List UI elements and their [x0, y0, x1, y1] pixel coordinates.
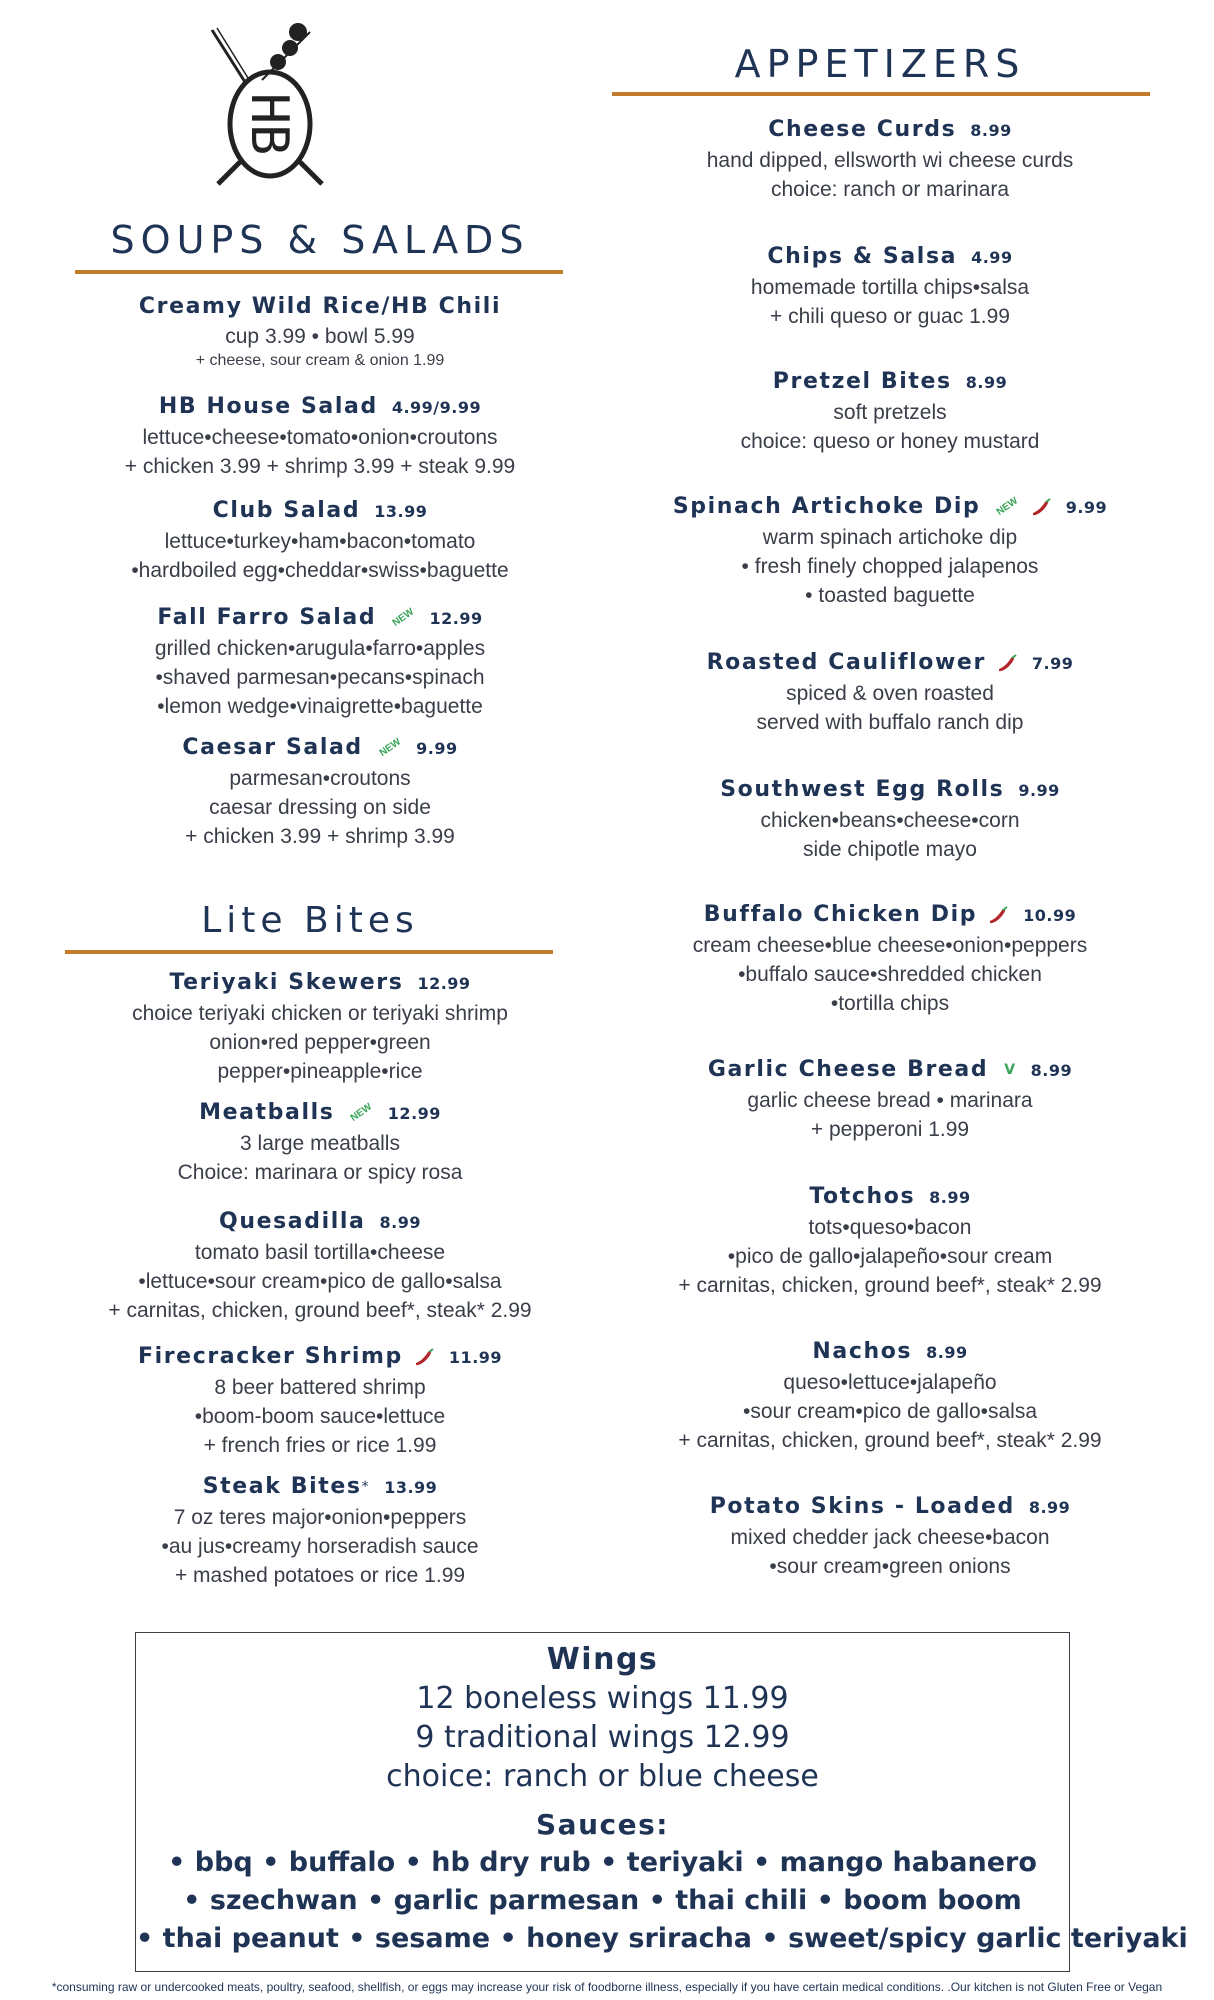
item-description: choice: queso or honey mustard	[740, 430, 1040, 453]
item-description: •sour cream•pico de gallo•salsa	[742, 1400, 1038, 1423]
menu-item-caesar-salad	[40, 733, 600, 851]
new-badge: NEW	[390, 606, 417, 629]
item-name: Cheese Curds	[768, 117, 957, 142]
item-name-row	[40, 968, 600, 999]
item-name: Meatballs	[199, 1100, 335, 1125]
item-name: Firecracker Shrimp	[137, 1344, 403, 1369]
item-name: Totchos	[809, 1184, 916, 1209]
wings-box	[135, 1632, 1188, 1972]
item-name: Fall Farro Salad	[157, 605, 377, 630]
item-name: Southwest Egg Rolls	[720, 777, 1005, 802]
menu-item-meatballs	[40, 1098, 600, 1187]
item-name-row	[610, 775, 1170, 806]
item-description: side chipotle mayo	[803, 838, 977, 861]
item-description: garlic cheese bread • marinara	[747, 1089, 1033, 1112]
item-name: Caesar Salad	[182, 735, 363, 760]
svg-text:HB: HB	[239, 92, 299, 156]
item-description: •pico de gallo•jalapeño•sour cream	[727, 1245, 1053, 1268]
item-name-row	[610, 367, 1170, 398]
menu-item-buffalo-chicken-dip	[610, 900, 1170, 1018]
sauce-line-3: • thai peanut • sesame • honey sriracha • sweet/spicy garlic teriyaki	[136, 1923, 1188, 1954]
menu-item-southwest-egg-rolls	[610, 775, 1170, 864]
item-name-row	[40, 292, 600, 322]
item-price: 7.99	[1031, 654, 1074, 673]
menu-item-nachos	[610, 1337, 1170, 1455]
item-name-row	[610, 115, 1170, 146]
item-name-row	[40, 1472, 600, 1503]
item-description: choice: ranch or marinara	[770, 178, 1010, 201]
item-name-row	[40, 1207, 600, 1238]
sauce-line-2: • szechwan • garlic parmesan • thai chili • boom boom	[183, 1885, 1022, 1916]
item-name: Roasted Cauliflower	[706, 650, 986, 675]
chili-pepper-icon	[1030, 497, 1052, 517]
item-name-row	[40, 1342, 600, 1373]
item-name: Creamy Wild Rice/HB Chili	[138, 294, 502, 319]
item-description: •buffalo sauce•shredded chicken	[738, 963, 1042, 986]
item-description: homemade tortilla chips•salsa	[750, 276, 1030, 299]
item-price: 8.99	[926, 1343, 968, 1362]
item-description: cream cheese•blue cheese•onion•peppers	[692, 934, 1088, 957]
appetizers-title: APPETIZERS	[734, 42, 1026, 86]
item-name-row	[610, 1182, 1170, 1213]
vegetarian-badge: V	[1004, 1062, 1017, 1078]
menu-item-potato-skins-loaded	[610, 1492, 1170, 1581]
soups-salads-title: SOUPS & SALADS	[110, 218, 530, 262]
item-description: onion•red pepper•green	[209, 1031, 431, 1054]
new-badge: NEW	[349, 1101, 375, 1124]
item-description: soft pretzels	[833, 401, 947, 424]
item-name-row	[40, 603, 600, 634]
item-description: pepper•pineapple•rice	[217, 1060, 423, 1083]
hb-logo	[200, 22, 340, 187]
item-name: Garlic Cheese Bread	[707, 1057, 989, 1082]
item-name: Teriyaki Skewers	[169, 970, 404, 995]
item-price: 12.99	[387, 1104, 441, 1123]
item-price: 13.99	[374, 502, 428, 521]
item-price: 12.99	[429, 609, 483, 628]
item-price: 8.99	[965, 373, 1008, 392]
wings-line-3: choice: ranch or blue cheese	[386, 1759, 819, 1794]
menu-item-pretzel-bites	[610, 367, 1170, 456]
item-name-row	[40, 1098, 600, 1129]
menu-item-hb-house-salad	[40, 392, 600, 481]
item-description: grilled chicken•arugula•farro•apples	[154, 637, 486, 660]
menu-item-roasted-cauliflower	[610, 648, 1170, 737]
menu-item-spinach-artichoke-dip	[610, 492, 1170, 610]
new-badge: NEW	[995, 495, 1021, 518]
item-addon-note: + cheese, sour cream & onion 1.99	[195, 352, 445, 369]
item-description: lettuce•cheese•tomato•onion•croutons	[142, 426, 498, 449]
soups-salads-rule	[75, 270, 563, 274]
lite-bites-rule	[65, 950, 553, 954]
item-name: Buffalo Chicken Dip	[703, 902, 978, 927]
item-description: tomato basil tortilla•cheese	[194, 1241, 446, 1264]
item-description: + carnitas, chicken, ground beef*, steak* 2.99	[108, 1299, 532, 1322]
item-description: •lemon wedge•vinaigrette•baguette	[157, 695, 483, 718]
item-description: •sour cream•green onions	[769, 1555, 1011, 1578]
sauces-title: Sauces:	[536, 1808, 669, 1841]
menu-item-cheese-curds	[610, 115, 1170, 204]
item-description: served with buffalo ranch dip	[756, 711, 1024, 734]
item-description: hand dipped, ellsworth wi cheese curds	[706, 149, 1074, 172]
item-price: 8.99	[379, 1213, 421, 1232]
item-price: 9.99	[1018, 781, 1060, 800]
item-name: Spinach Artichoke Dip	[672, 494, 981, 519]
lite-bites-title: Lite Bites	[201, 900, 419, 941]
item-description: •tortilla chips	[830, 992, 950, 1015]
item-description: + carnitas, chicken, ground beef*, steak* 2.99	[678, 1429, 1102, 1452]
sauce-line-1: • bbq • buffalo • hb dry rub • teriyaki • mango habanero	[168, 1847, 1037, 1878]
chili-pepper-icon	[987, 905, 1009, 925]
item-description: •au jus•creamy horseradish sauce	[161, 1535, 479, 1558]
item-name: Steak Bites	[202, 1474, 362, 1499]
item-description: parmesan•croutons	[229, 767, 411, 790]
menu-item-quesadilla	[40, 1207, 600, 1325]
item-price: 4.99	[971, 248, 1013, 267]
item-name-row	[610, 900, 1170, 931]
item-description: spiced & oven roasted	[786, 682, 994, 705]
item-name-row	[610, 492, 1170, 523]
item-name-row	[610, 242, 1170, 273]
item-price: 12.99	[417, 974, 471, 993]
item-description: lettuce•turkey•ham•bacon•tomato	[164, 530, 476, 553]
item-description: cup 3.99 • bowl 5.99	[225, 325, 415, 348]
item-name-row	[610, 1492, 1170, 1523]
item-price: 10.99	[1023, 906, 1077, 925]
item-name-row	[610, 648, 1170, 679]
item-name-row	[610, 1055, 1170, 1086]
item-name: Potato Skins - Loaded	[709, 1494, 1015, 1519]
item-name-row	[40, 733, 600, 764]
menu-item-totchos	[610, 1182, 1170, 1300]
item-description: warm spinach artichoke dip	[762, 526, 1018, 549]
item-description: • toasted baguette	[805, 584, 975, 607]
item-description: 3 large meatballs	[240, 1132, 400, 1155]
item-description: tots•queso•bacon	[808, 1216, 972, 1239]
item-description: caesar dressing on side	[209, 796, 431, 819]
item-name: Pretzel Bites	[772, 369, 952, 394]
menu-item-firecracker-shrimp	[40, 1342, 600, 1460]
menu-item-fall-farro-salad	[40, 603, 600, 721]
item-price: 13.99	[384, 1478, 438, 1497]
menu-item-club-salad	[40, 496, 600, 585]
item-description: + french fries or rice 1.99	[203, 1434, 437, 1457]
item-name-row	[40, 496, 600, 527]
wings-line-2: 9 traditional wings 12.99	[415, 1720, 790, 1755]
item-description: • fresh finely chopped jalapenos	[741, 555, 1039, 578]
item-description: Choice: marinara or spicy rosa	[177, 1161, 463, 1184]
item-description: + carnitas, chicken, ground beef*, steak* 2.99	[678, 1274, 1102, 1297]
asterisk: *	[361, 1479, 371, 1495]
item-name-row	[610, 1337, 1170, 1368]
item-description: •shaved parmesan•pecans•spinach	[155, 666, 485, 689]
item-description: + chicken 3.99 + shrimp 3.99	[185, 825, 455, 848]
item-name: HB House Salad	[158, 394, 378, 419]
item-description: + pepperoni 1.99	[810, 1118, 970, 1141]
menu-item-steak-bites	[40, 1472, 600, 1590]
appetizers-rule	[612, 92, 1150, 96]
item-price: 8.99	[970, 121, 1012, 140]
chili-pepper-icon	[996, 653, 1018, 673]
wings-line-1: 12 boneless wings 11.99	[416, 1681, 789, 1716]
new-badge: NEW	[377, 736, 403, 759]
item-price: 8.99	[1030, 1061, 1073, 1080]
menu-item-chips-salsa	[610, 242, 1170, 331]
item-name: Chips & Salsa	[767, 244, 958, 269]
item-name: Nachos	[812, 1339, 913, 1364]
item-price: 4.99/9.99	[391, 398, 482, 417]
footnote: *consuming raw or undercooked meats, poultry, seafood, shellfish, or eggs may increase your risk of foodborne illness, especially if you have certain medical conditions. .Our kitchen is not Gluten Free or Vegan	[51, 1980, 1163, 1994]
item-name-row	[40, 392, 600, 423]
item-price: 9.99	[1065, 498, 1108, 517]
item-description: mixed chedder jack cheese•bacon	[730, 1526, 1050, 1549]
menu-item-creamy-wild-rice-hb-chili	[40, 292, 600, 371]
item-name: Quesadilla	[219, 1209, 366, 1234]
item-description: + mashed potatoes or rice 1.99	[174, 1564, 466, 1587]
item-description: chicken•beans•cheese•corn	[760, 809, 1020, 832]
item-description: •hardboiled egg•cheddar•swiss•baguette	[131, 559, 509, 582]
menu-item-garlic-cheese-bread	[610, 1055, 1170, 1144]
item-description: queso•lettuce•jalapeño	[783, 1371, 997, 1394]
item-description: + chicken 3.99 + shrimp 3.99 + steak 9.99	[124, 455, 516, 478]
item-price: 11.99	[448, 1348, 503, 1367]
chili-pepper-icon	[413, 1347, 435, 1367]
item-name: Club Salad	[212, 498, 361, 523]
item-description: 7 oz teres major•onion•peppers	[173, 1506, 467, 1529]
wings-title: Wings	[546, 1642, 659, 1677]
item-price: 9.99	[416, 739, 458, 758]
item-description: •lettuce•sour cream•pico de gallo•salsa	[138, 1270, 502, 1293]
item-description: + chili queso or guac 1.99	[770, 305, 1010, 328]
menu-item-teriyaki-skewers	[40, 968, 600, 1086]
item-description: 8 beer battered shrimp	[214, 1376, 426, 1399]
item-description: choice teriyaki chicken or teriyaki shrimp	[132, 1002, 508, 1025]
item-description: •boom-boom sauce•lettuce	[194, 1405, 446, 1428]
item-price: 8.99	[929, 1188, 971, 1207]
item-price: 8.99	[1028, 1498, 1071, 1517]
